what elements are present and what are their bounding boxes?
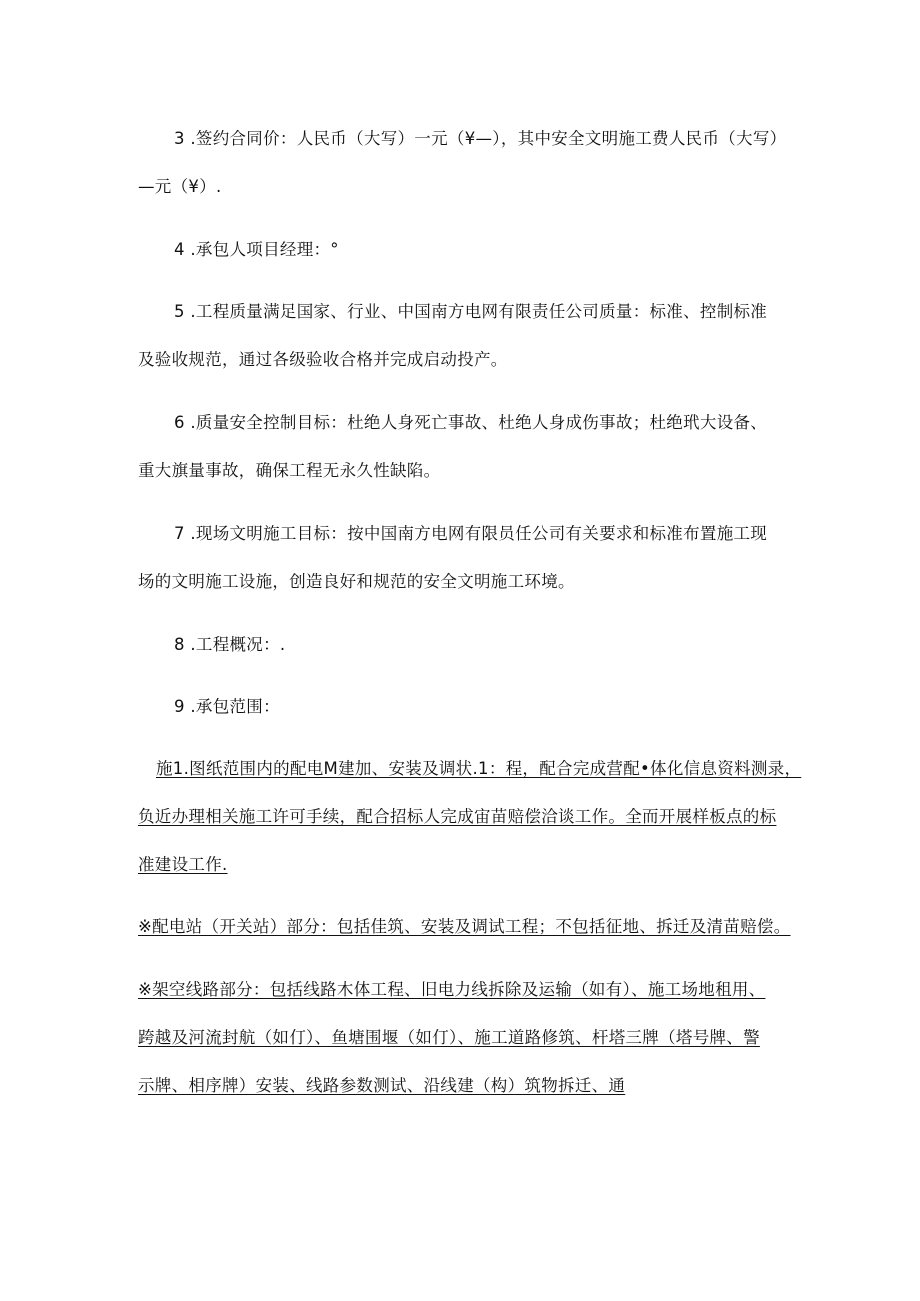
- item-3-number: 3: [174, 129, 185, 148]
- item-6-number: 6: [174, 413, 185, 432]
- item-5-text: .工程质量满足国家、行业、中国南方电网有限责任公司质量：标准、控制标准: [190, 302, 768, 321]
- item-3-line-1: [174, 129, 834, 149]
- item-4-text: .承包人项目经理：°: [190, 240, 339, 259]
- scope-paragraph-1-line-3: 准建设工作.: [138, 855, 228, 874]
- item-6-line-1: [174, 413, 834, 433]
- item-7-line-1: [174, 524, 834, 544]
- item-8-line-1: [174, 635, 834, 655]
- item-9-line-1: [174, 697, 834, 717]
- item-5-line-1: [174, 302, 834, 322]
- item-8-number: 8: [174, 635, 185, 654]
- item-3-text: .签约合同价：人民币（大写）一元（¥—），其中安全文明施工费人民币（大写）: [190, 129, 787, 148]
- scope-paragraph-1-line-1: 施1.图纸范围内的配电M建加、安装及调状.1：程，配合完成营配•体化信息资料测录，: [156, 759, 802, 778]
- scope-paragraph-1-line-2: 负近办理相关施工许可手续，配合招标人完成宙苗赔偿洽谈工作。全而开展样板点的标: [138, 807, 777, 826]
- scope-paragraph-3-line-1: ※架空线路部分：包括线路木体工程、旧电力线拆除及运输（如有）、施工场地租用、: [138, 980, 766, 999]
- item-8-text: .工程概况：.: [190, 635, 286, 654]
- item-7-text: .现场文明施工目标：按中国南方电网有限员任公司有关要求和标准布置施工现: [190, 524, 768, 543]
- scope-paragraph-3-line-2: 跨越及河流封航（如仃）、鱼塘围堰（如仃）、施工道路修筑、杆塔三牌（塔号牌、警: [138, 1028, 760, 1047]
- item-5-line-2: 及验收规范，通过各级验收合格并完成启动投产。: [138, 350, 508, 369]
- item-6-text: .质量安全控制目标：杜绝人身死亡事故、杜绝人身成伤事故；杜绝玳大设备、: [190, 413, 768, 432]
- item-7-line-2: 场的文明施工设施，创造良好和规范的安全文明施工环境。: [138, 572, 575, 591]
- item-6-line-2: 重大旗量事故，确保工程无永久性缺陷。: [138, 461, 441, 480]
- item-9-number: 9: [174, 697, 185, 716]
- item-9-text: .承包范围：: [190, 697, 280, 716]
- scope-paragraph-3-line-3: 示牌、相序牌）安装、线路参数测试、沿线建（构）筑物拆迁、通: [138, 1076, 626, 1095]
- item-5-number: 5: [174, 302, 185, 321]
- item-3-line-2: —元（¥）.: [138, 177, 222, 196]
- scope-paragraph-2-line-1: ※配电站（开关站）部分：包括佳筑、安装及调试工程；不包括征地、拆迁及清苗赔偿。: [138, 917, 791, 936]
- item-7-number: 7: [174, 524, 185, 543]
- item-4-line-1: [174, 240, 834, 260]
- item-4-number: 4: [174, 240, 185, 259]
